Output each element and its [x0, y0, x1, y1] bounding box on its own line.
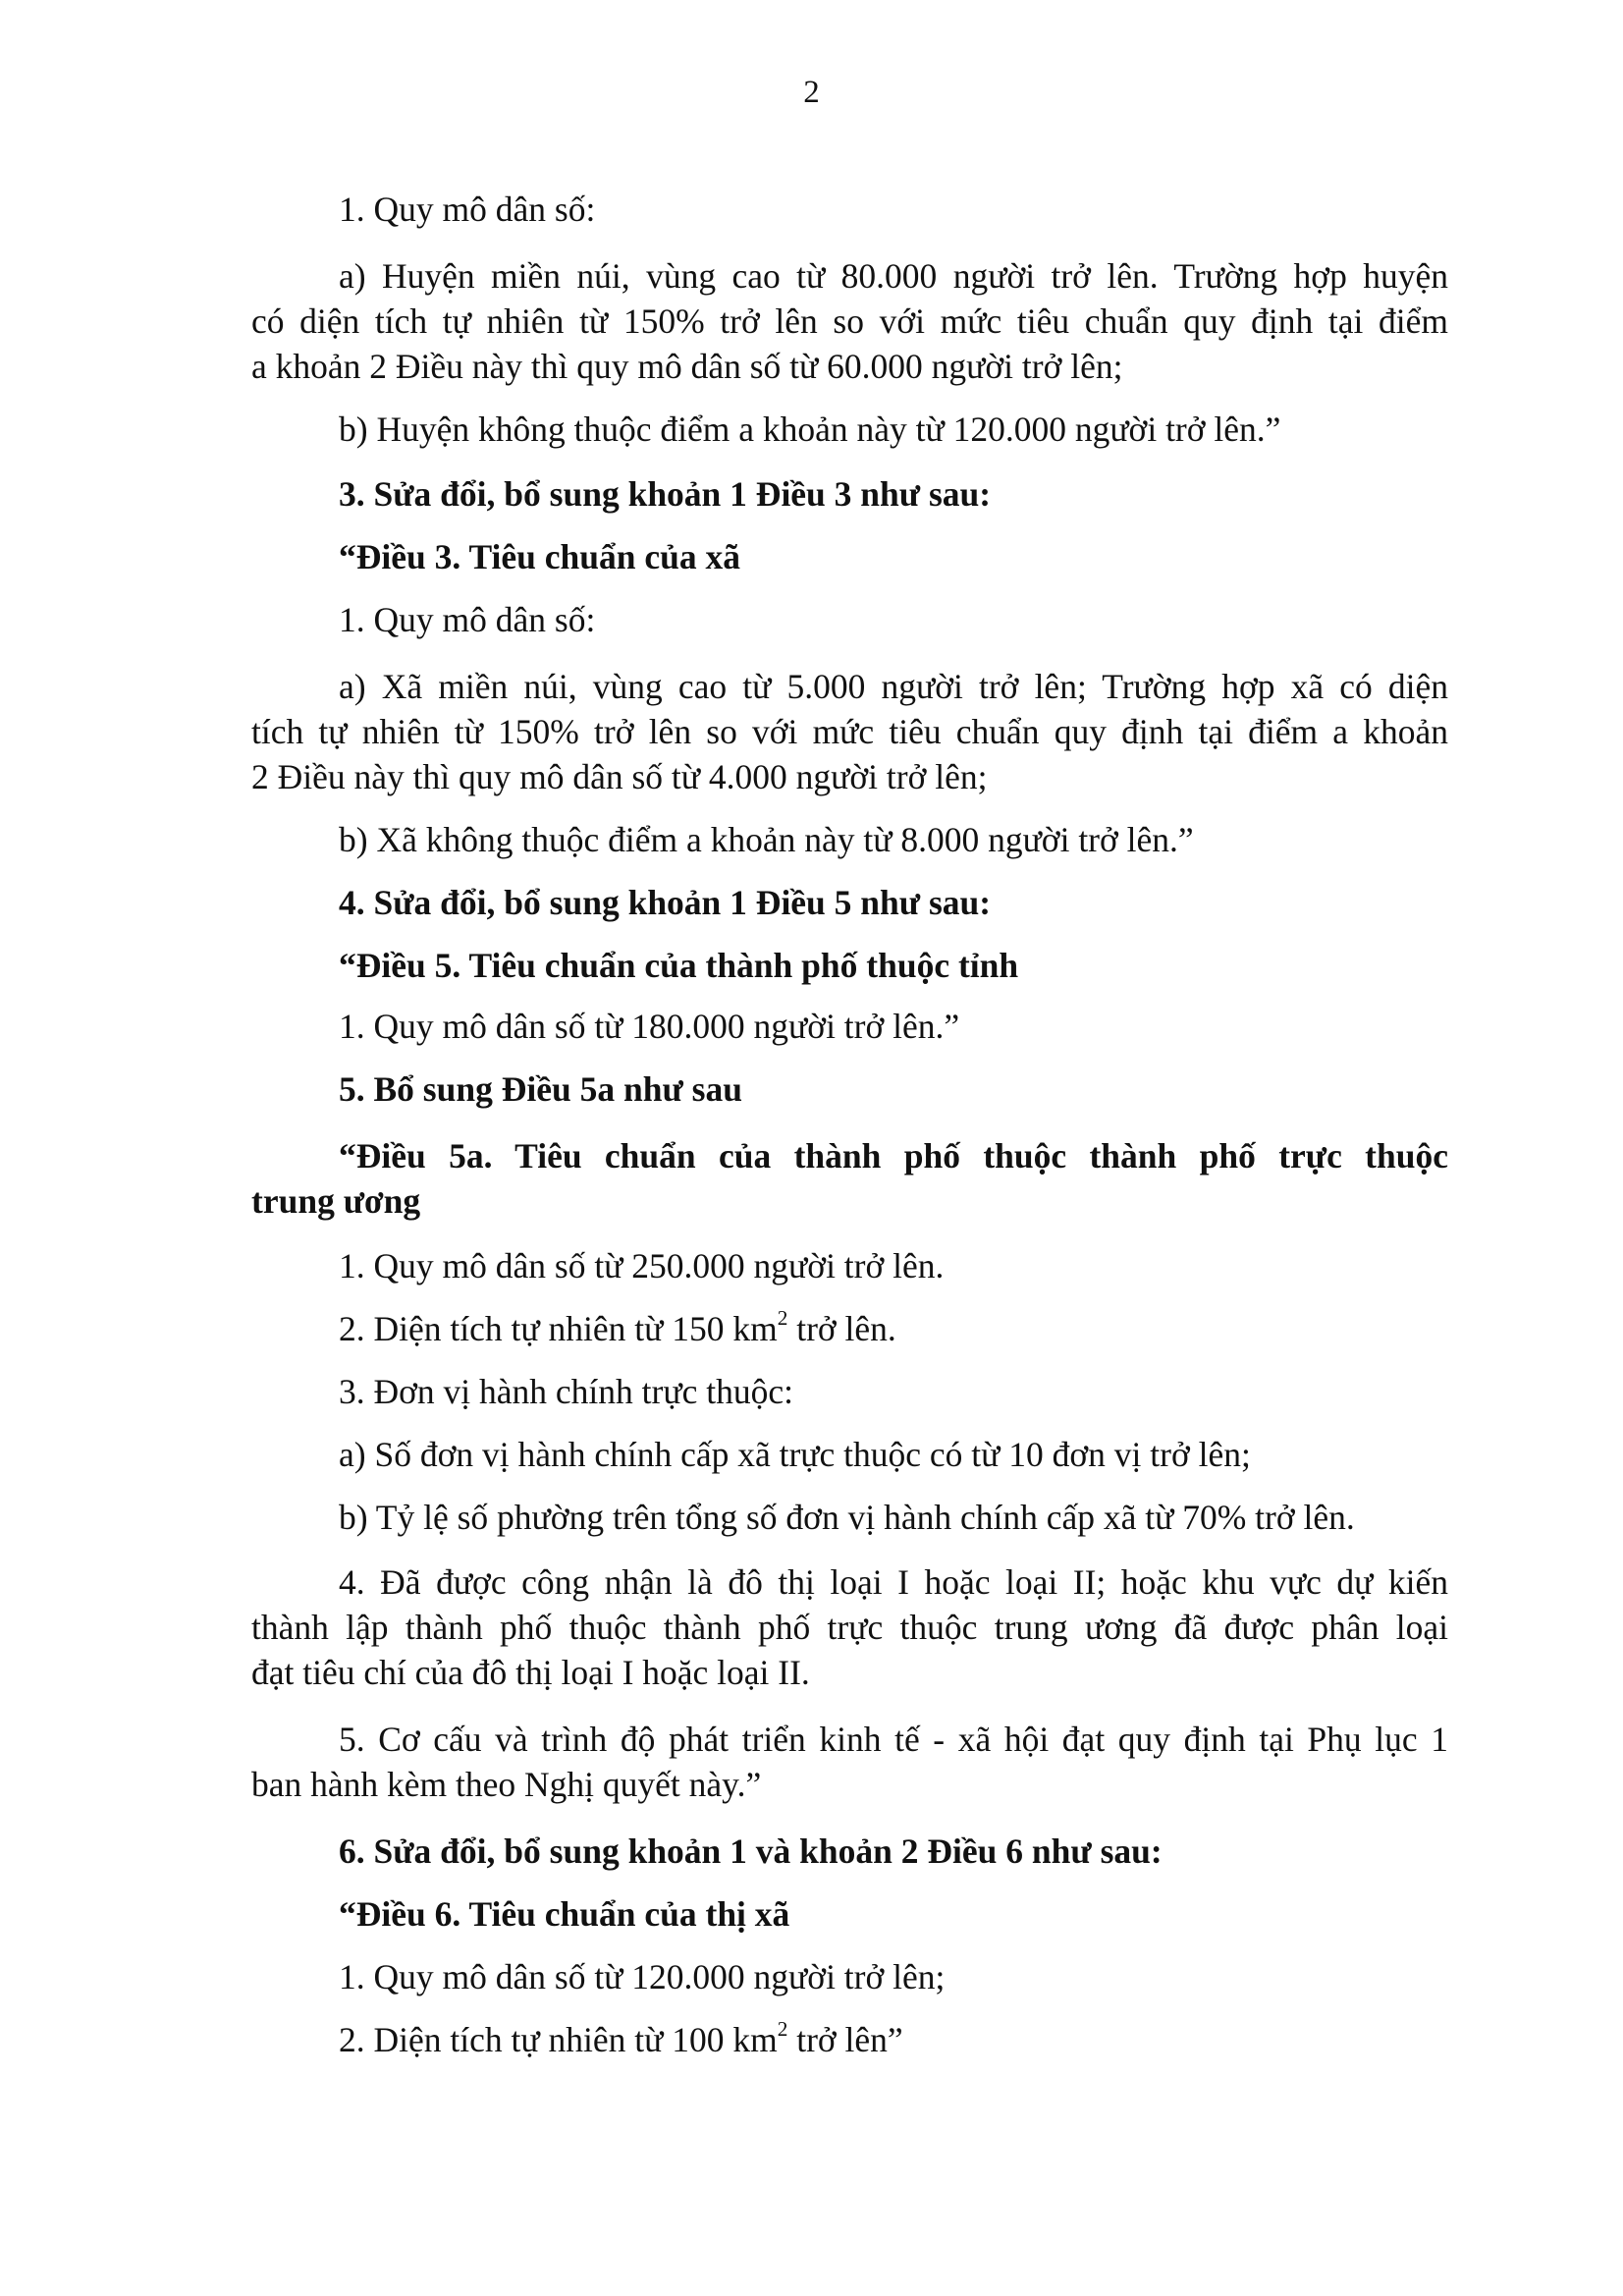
- section-heading: 3. Sửa đổi, bổ sung khoản 1 Điều 3 như sau:: [339, 474, 992, 514]
- article-heading: “Điều 6. Tiêu chuẩn của thị xã: [339, 1894, 790, 1934]
- paragraph: 2. Diện tích tự nhiên từ 100 $km^2$ trở lên”: [339, 2016, 903, 2059]
- section-heading: 6. Sửa đổi, bổ sung khoản 1 và khoản 2 Điều 6 như sau:: [339, 1831, 1163, 1871]
- paragraph: 1. Quy mô dân số từ 250.000 người trở lên.: [339, 1246, 945, 1285]
- paragraph: b) Huyện không thuộc điểm a khoản này từ 120.000 người trở lên.”: [339, 410, 1281, 449]
- paragraph: a) Số đơn vị hành chính cấp xã trực thuộc có từ 10 đơn vị trở lên;: [339, 1435, 1251, 1474]
- article-heading: “Điều 3. Tiêu chuẩn của xã: [339, 537, 740, 576]
- paragraph: b) Tỷ lệ số phường trên tổng số đơn vị hành chính cấp xã từ 70% trở lên.: [339, 1498, 1355, 1537]
- paragraph: 1. Quy mô dân số từ 180.000 người trở lên.”: [339, 1007, 960, 1046]
- paragraph: 5. Cơ cấu và trình độ phát triển kinh tế - xã hội đạt quy định tại Phụ lục 1 ban hành kèm theo Nghị quyết này.”: [251, 1720, 1448, 1804]
- paragraph: 3. Đơn vị hành chính trực thuộc:: [339, 1372, 793, 1411]
- article-heading: “Điều 5. Tiêu chuẩn của thành phố thuộc tỉnh: [339, 946, 1019, 985]
- paragraph: a) Huyện miền núi, vùng cao từ 80.000 người trở lên. Trường hợp huyện có diện tích tự nhiên từ 150% trở lên so với mức tiêu chuẩn quy định tại điểm a khoản 2 Điều này thì quy mô dân số từ 60.000 người trở lên;: [251, 256, 1448, 386]
- paragraph: b) Xã không thuộc điểm a khoản này từ 8.000 người trở lên.”: [339, 820, 1194, 859]
- article-heading: “Điều 5a. Tiêu chuẩn của thành phố thuộc thành phố trực thuộc trung ương: [251, 1136, 1448, 1221]
- paragraph: 2. Diện tích tự nhiên từ 150 $km^2$ trở lên.: [339, 1305, 896, 1348]
- paragraph: 1. Quy mô dân số:: [339, 600, 596, 639]
- paragraph: 1. Quy mô dân số:: [339, 190, 596, 229]
- section-heading: 5. Bổ sung Điều 5a như sau: [339, 1069, 742, 1109]
- paragraph: a) Xã miền núi, vùng cao từ 5.000 người trở lên; Trường hợp xã có diện tích tự nhiên từ 150% trở lên so với mức tiêu chuẩn quy định tại điểm a khoản 2 Điều này thì quy mô dân số từ 4.000 người trở lên;: [251, 667, 1448, 796]
- paragraph: 4. Đã được công nhận là đô thị loại I hoặc loại II; hoặc khu vực dự kiến thành lập thành phố thuộc thành phố trực thuộc trung ương đã được phân loại đạt tiêu chí của đô thị loại I hoặc loại II.: [251, 1562, 1448, 1692]
- paragraph: 1. Quy mô dân số từ 120.000 người trở lên;: [339, 1957, 946, 1996]
- page-number: 2: [803, 75, 820, 110]
- section-heading: 4. Sửa đổi, bổ sung khoản 1 Điều 5 như sau:: [339, 883, 992, 922]
